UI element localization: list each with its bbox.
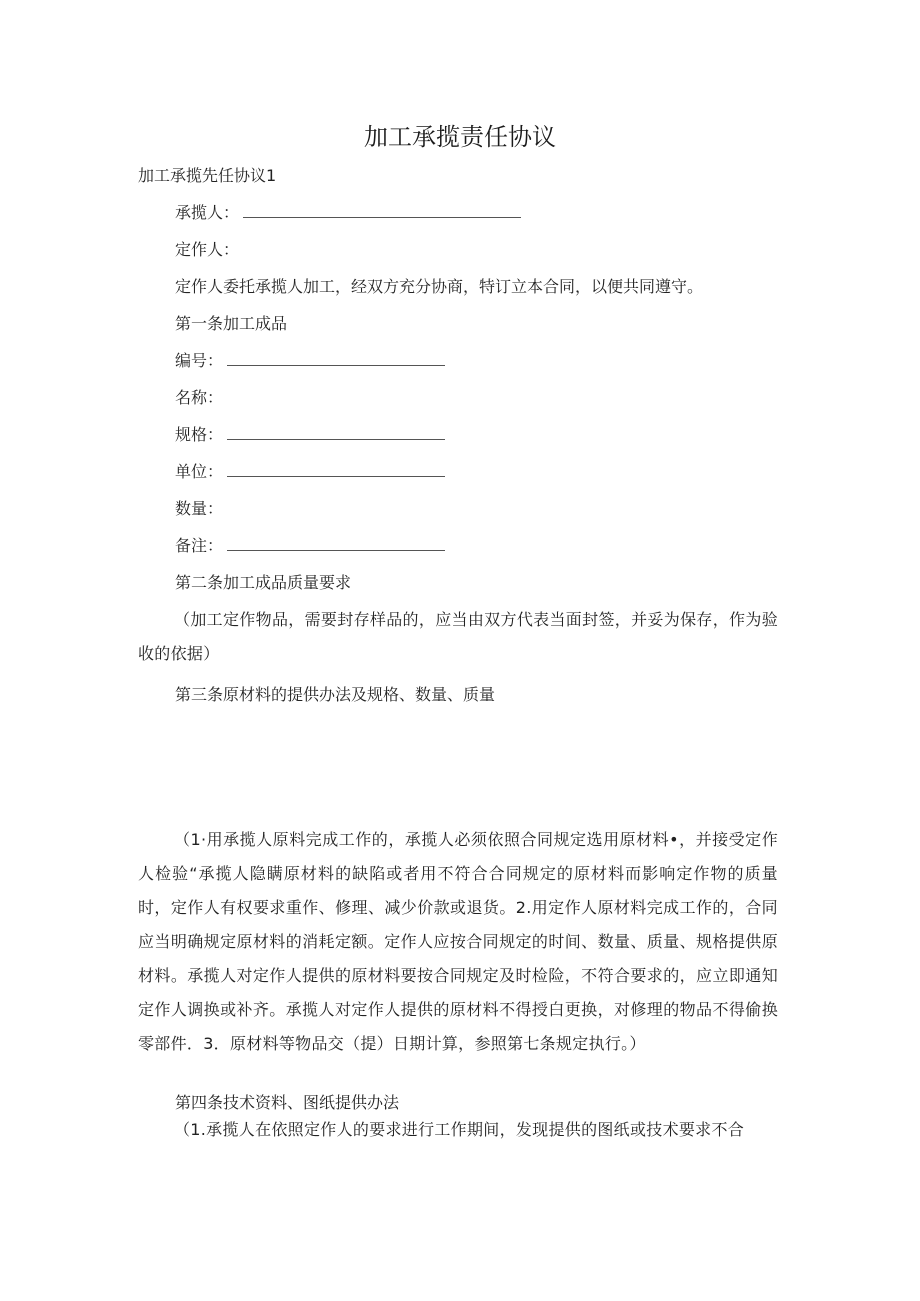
field-number-label: 编号： <box>175 351 224 370</box>
document-subtitle: 加工承揽先任协议1 <box>138 166 277 185</box>
field-unit-blank <box>227 462 445 477</box>
field-number <box>175 351 445 371</box>
field-spec-blank <box>227 425 445 440</box>
field-unit-label: 单位： <box>175 462 224 481</box>
contractor-line <box>175 203 521 223</box>
intro-text: 定作人委托承揽人加工，经双方充分协商，特订立本合同，以便共同遵守。 <box>175 277 704 296</box>
field-spec <box>175 425 445 445</box>
field-quantity-label: 数量： <box>175 499 224 518</box>
client-label: 定作人： <box>175 240 240 259</box>
field-remarks <box>175 536 445 556</box>
field-remarks-blank <box>227 536 445 551</box>
client-line <box>175 240 239 260</box>
document-title: 加工承揽责任协议 <box>364 123 556 151</box>
field-name <box>175 388 223 408</box>
contractor-label: 承揽人： <box>175 203 240 222</box>
article2-heading: 第二条加工成品质量要求 <box>175 573 352 592</box>
field-remarks-label: 备注： <box>175 536 224 555</box>
article3-heading: 第三条原材料的提供办法及规格、数量、质量 <box>175 685 496 704</box>
article4-heading: 第四条技术资料、图纸提供办法 <box>175 1093 400 1112</box>
article1-heading: 第一条加工成品 <box>175 314 288 333</box>
article2-body: （加工定作物品，需要封存样品的，应当由双方代表当面封签，并妥为保存，作为验收的依据） <box>138 610 778 663</box>
field-number-blank <box>227 351 445 366</box>
article3-body: （1·用承揽人原料完成工作的，承揽人必须依照合同规定选用原材料•，并接受定作人检验“承揽人隐瞒原材料的缺陷或者用不符合合同规定的原材料而影响定作物的质量时，定作人有权要求重作、修理、减少价款或退货。2.用定作人原材料完成工作的，合同应当明确规定原材料的消耗定额。定作人应按合同规定的时间、数量、质量、规格提供原材料。承揽人对定作人提供的原材料要按合同规定及时检险，不符合要求的，应立即通知定作人调换或补齐。承揽人对定作人提供的原材料不得授白更换，对修理的物品不得偷换零部件．3．原材料等物品交（提）日期计算，参照第七条规定执行。） <box>138 830 778 1053</box>
field-name-label: 名称： <box>175 388 224 407</box>
field-quantity <box>175 499 223 519</box>
contractor-blank <box>243 203 521 218</box>
field-unit <box>175 462 445 482</box>
field-spec-label: 规格： <box>175 425 224 444</box>
article4-body: （1.承揽人在依照定作人的要求进行工作期间，发现提供的图纸或技术要求不合 <box>174 1120 745 1139</box>
